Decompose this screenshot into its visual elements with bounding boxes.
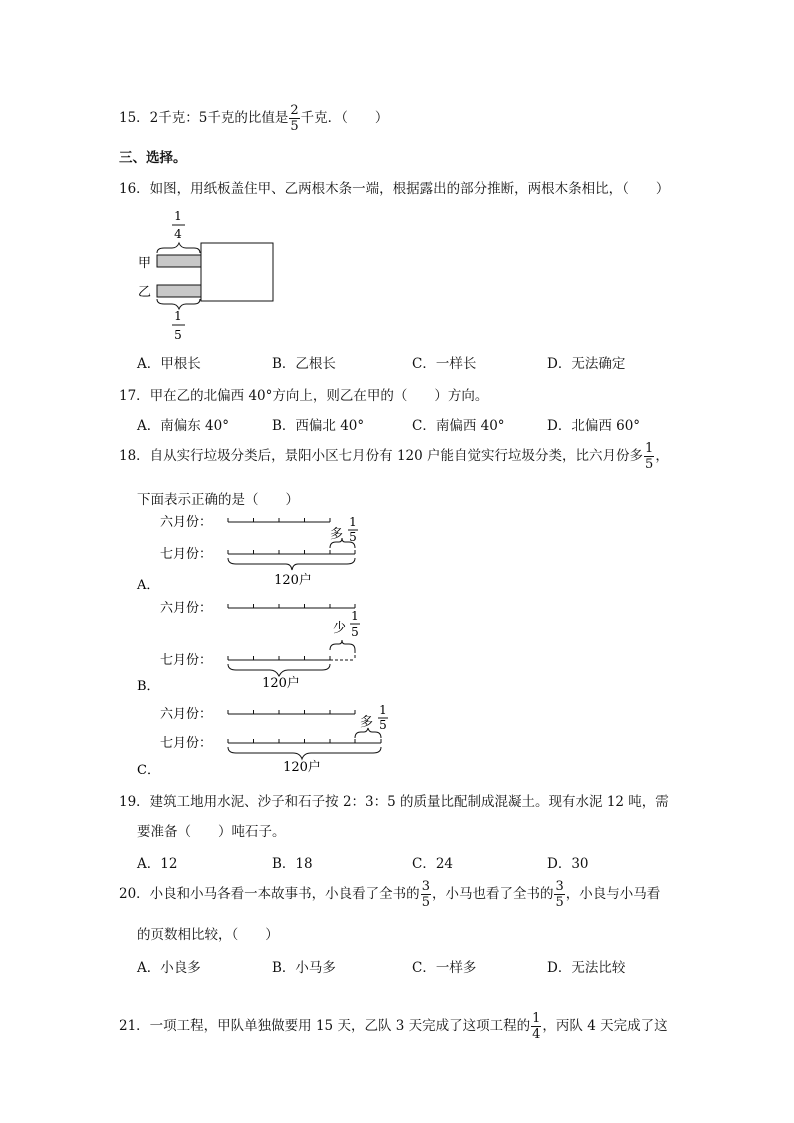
q20-line2: 的页数相比较，（ ） — [137, 927, 279, 943]
q15 — [119, 104, 388, 133]
q18-figure-a — [130, 508, 410, 598]
label-yi: 乙 — [138, 285, 152, 300]
q17-text: 17．甲在乙的北偏西 40°方向上，则乙在甲的（ ）方向。 — [119, 388, 489, 404]
svg-text:5: 5 — [349, 530, 357, 544]
q18-option-b[interactable]: B． — [137, 679, 160, 694]
fig-bot-den: 5 — [174, 328, 182, 342]
less-label-b: 少 — [333, 621, 347, 636]
households-c: 120户 — [283, 760, 321, 775]
q16-option-a[interactable]: A．甲根长 — [137, 356, 201, 372]
q15-text-end: 千克．（ ） — [300, 110, 389, 126]
q20-option-a[interactable]: A．小良多 — [137, 960, 201, 976]
q19-option-c[interactable]: C．24 — [412, 856, 454, 872]
q20-option-c[interactable]: C．一样多 — [412, 960, 477, 976]
fraction: $\frac{3}{5}$ — [555, 879, 564, 910]
section-heading: 三、选择。 — [119, 150, 187, 166]
q19-line2: 要准备（ ）吨石子。 — [137, 824, 286, 840]
fig-top-num: 1 — [174, 209, 182, 223]
july-label-a: 七月份： — [160, 547, 213, 562]
q18-text: 18．自从实行垃圾分类后，景阳小区七月份有 120 户能自觉实行垃圾分类，比六月份多 — [119, 448, 644, 464]
more-label-a: 多 — [330, 527, 344, 542]
q19-option-d[interactable]: D．30 — [547, 856, 589, 872]
svg-text:1: 1 — [379, 703, 387, 717]
households-b: 120户 — [262, 676, 300, 691]
q19-line1: 19．建筑工地用水泥、沙子和石子按 2：3：5 的质量比配制成混凝土。现有水泥 12 吨，需 — [119, 794, 669, 810]
q19-option-a[interactable]: A．12 — [137, 856, 178, 872]
households-a: 120户 — [274, 573, 312, 588]
q16-figure — [130, 205, 290, 345]
q21-line1: 21．一项工程，甲队单独做要用 15 天，乙队 3 天完成了这项工程的 $\frac{1}{4}$ ，丙队 4 天完成了这 — [119, 1011, 668, 1042]
top-brace — [157, 243, 200, 253]
svg-text:5: 5 — [351, 625, 359, 639]
june-label-b: 六月份： — [160, 601, 213, 616]
july-label-b: 七月份： — [160, 653, 213, 668]
q16-option-b[interactable]: B．乙根长 — [272, 356, 336, 372]
fraction: $\frac{3}{5}$ — [421, 879, 430, 910]
cardboard — [201, 243, 273, 301]
july-label-c: 七月份： — [160, 736, 213, 751]
stick-jia — [157, 255, 201, 267]
fig-bot-num: 1 — [174, 309, 182, 323]
fraction: $\frac{2}{5}$ — [290, 103, 299, 134]
label-jia: 甲 — [138, 256, 152, 271]
fraction: $\frac{1}{4}$ — [532, 1011, 541, 1042]
june-label-c: 六月份： — [160, 707, 213, 722]
june-label-a: 六月份： — [160, 515, 213, 530]
q17-option-b[interactable]: B．西偏北 40° — [272, 418, 365, 434]
q18-figure-c — [130, 700, 410, 780]
fig-top-den: 4 — [174, 227, 182, 241]
q20-option-b[interactable]: B．小马多 — [272, 960, 336, 976]
q18-figure-b — [130, 598, 410, 694]
more-label-c: 多 — [360, 715, 374, 730]
svg-text:1: 1 — [349, 515, 357, 529]
q16-option-d[interactable]: D．无法确定 — [547, 356, 626, 372]
q16-text: 16．如图，用纸板盖住甲、乙两根木条一端，根据露出的部分推断，两根木条相比，（ ） — [119, 181, 670, 197]
q19-option-b[interactable]: B．18 — [272, 856, 313, 872]
stick-yi — [157, 285, 201, 297]
q18-line1: 18．自从实行垃圾分类后，景阳小区七月份有 120 户能自觉实行垃圾分类，比六月份多 $\frac{1}{5}$ ， — [119, 441, 669, 472]
svg-text:5: 5 — [379, 718, 387, 732]
q18-option-c[interactable]: C． — [137, 763, 160, 778]
q17-option-c[interactable]: C．南偏西 40° — [412, 418, 505, 434]
q17-option-a[interactable]: A．南偏东 40° — [137, 418, 229, 434]
svg-text:1: 1 — [351, 609, 359, 623]
q17-option-d[interactable]: D．北偏西 60° — [547, 418, 641, 434]
q18-option-a[interactable]: A． — [137, 578, 160, 593]
q20-line1: 20．小良和小马各看一本故事书，小良看了全书的 $\frac{3}{5}$ ，小马也看了全书的 $\frac{3}{5}$ ，小良与小马看 — [119, 879, 661, 910]
bottom-brace — [157, 299, 200, 309]
q16-option-c[interactable]: C．一样长 — [412, 356, 477, 372]
q15-text: 15．2千克：5千克的比值是 — [119, 110, 289, 126]
fraction: $\frac{1}{5}$ — [645, 441, 654, 472]
q18-line2: 下面表示正确的是（ ） — [137, 492, 299, 508]
q20-option-d[interactable]: D．无法比较 — [547, 960, 626, 976]
